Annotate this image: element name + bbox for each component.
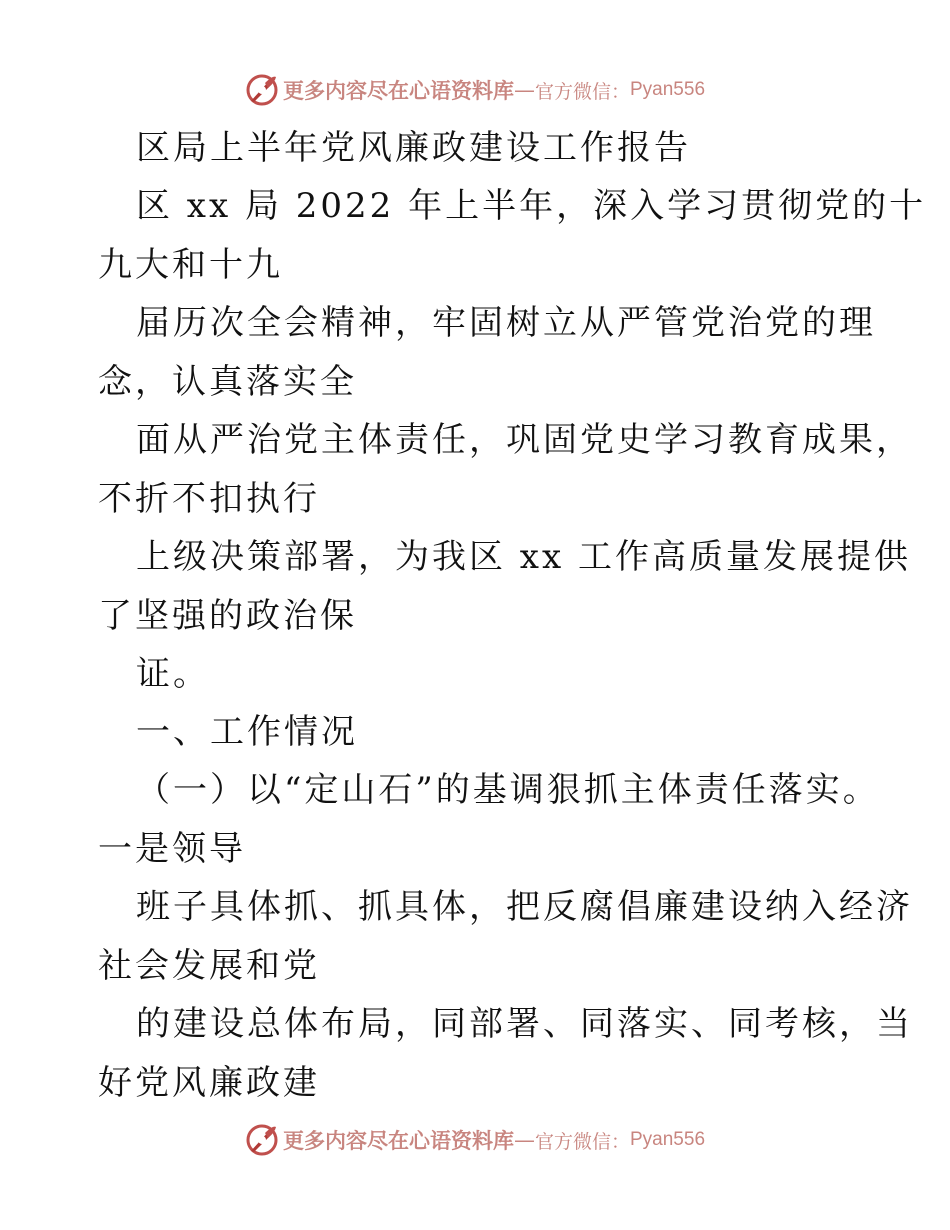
text-line: 社会发展和党 bbox=[98, 946, 320, 986]
footer-watermark-banner bbox=[0, 1120, 950, 1160]
header-watermark-banner bbox=[0, 70, 950, 110]
section-heading: 一、工作情况 bbox=[136, 712, 358, 752]
text-line: 九大和十九 bbox=[98, 245, 283, 285]
text-line: 念，认真落实全 bbox=[98, 362, 357, 402]
text-line: 好党风廉政建 bbox=[98, 1063, 320, 1103]
subsection-heading: （一）以“定山石”的基调狠抓主体责任落实。 bbox=[136, 770, 880, 810]
text-line: 班子具体抓、抓具体，把反腐倡廉建设纳入经济 bbox=[136, 887, 913, 927]
text-line: 上级决策部署，为我区 xx 工作高质量发展提供 bbox=[136, 537, 911, 577]
text-line: 不折不扣执行 bbox=[98, 479, 320, 519]
text-line: 的建设总体布局，同部署、同落实、同考核，当 bbox=[136, 1004, 913, 1044]
banner-wechat-id: Pyan556 bbox=[630, 1129, 706, 1150]
banner-wechat-id: Pyan556 bbox=[630, 79, 706, 100]
banner-site-text: 更多内容尽在心语资料库 bbox=[282, 1129, 514, 1153]
banner-wechat-label: 官方微信： bbox=[534, 1130, 630, 1153]
text-line: 证。 bbox=[136, 654, 210, 694]
banner-site-text: 更多内容尽在心语资料库 bbox=[282, 79, 514, 103]
text-line: 面从严治党主体责任，巩固党史学习教育成果， bbox=[136, 420, 913, 460]
banner-wechat-label: 官方微信： bbox=[534, 80, 630, 103]
banner-dash: — bbox=[513, 1128, 535, 1152]
banner-dash: — bbox=[513, 78, 535, 102]
text-line: 了坚强的政治保 bbox=[98, 596, 357, 636]
quill-logo-icon bbox=[245, 1123, 279, 1157]
text-line: 届历次全会精神，牢固树立从严管党治党的理 bbox=[136, 303, 876, 343]
text-line: 区 xx 局 2022 年上半年，深入学习贯彻党的十 bbox=[136, 186, 927, 226]
quill-logo-icon bbox=[245, 73, 279, 107]
document-title: 区局上半年党风廉政建设工作报告 bbox=[136, 128, 691, 168]
text-line: 一是领导 bbox=[98, 829, 246, 869]
